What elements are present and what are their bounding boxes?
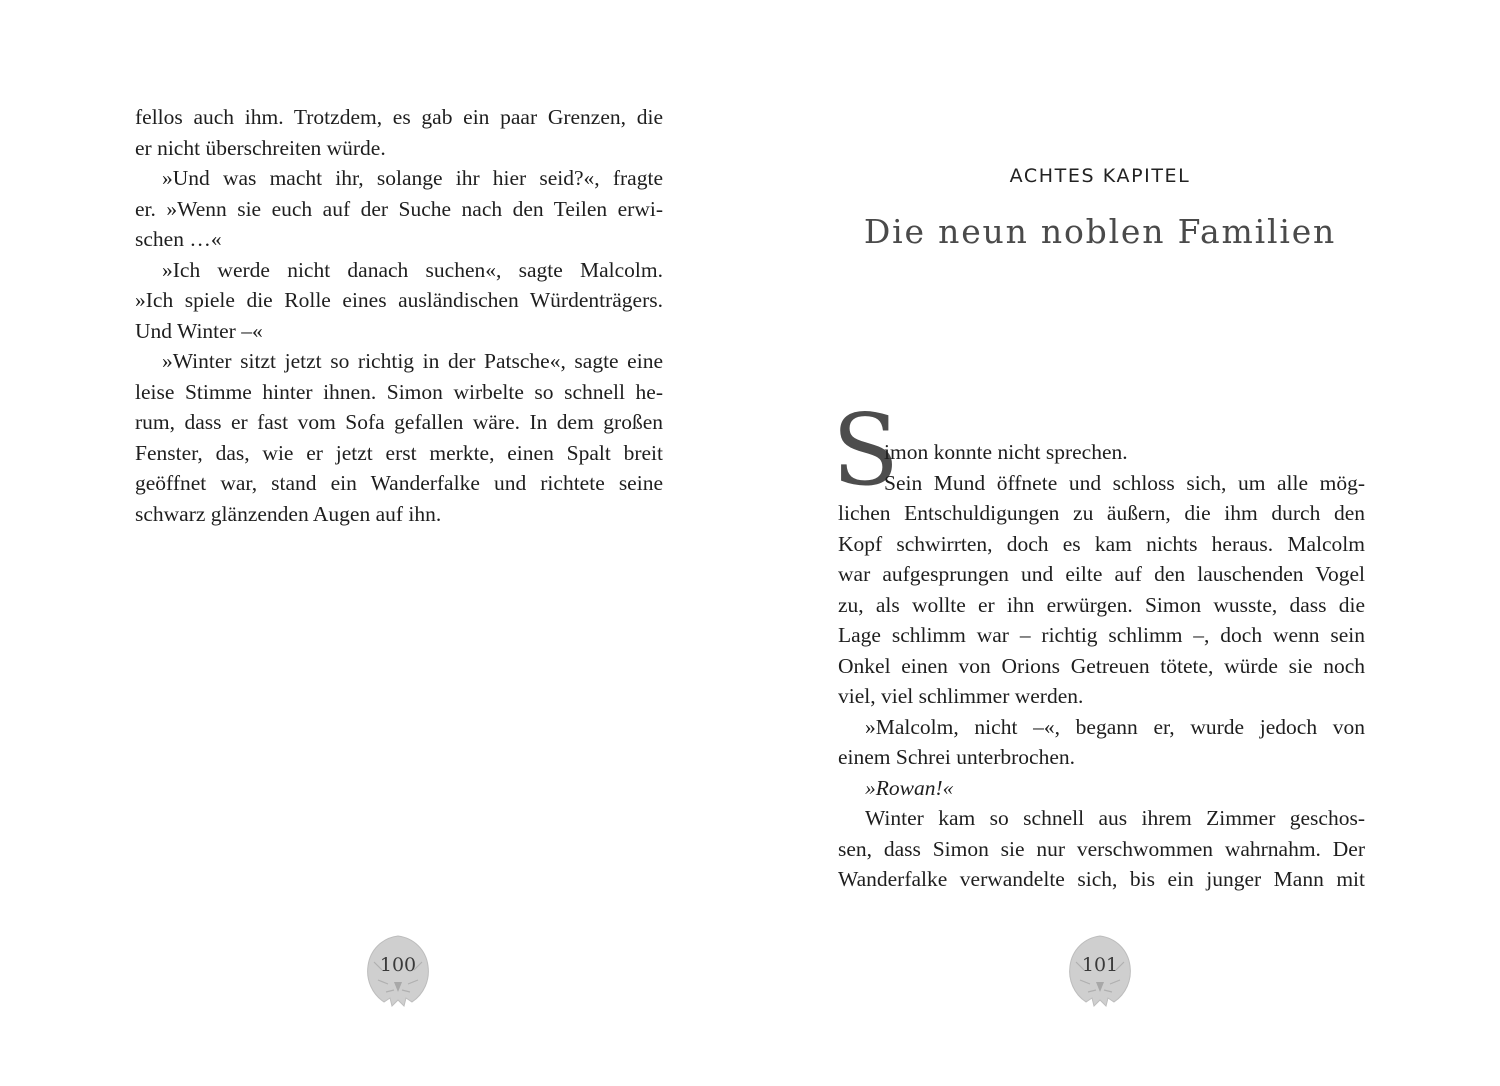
text-line: »Ich spiele die Rolle eines ausländischen Würdenträgers. <box>135 288 663 312</box>
text-line: er. »Wenn sie euch auf der Suche nach den Teilen erwi- <box>135 196 663 221</box>
text-line: imon konnte nicht sprechen. <box>884 440 1128 464</box>
drop-cap: S <box>832 394 900 508</box>
text-line: er nicht überschreiten würde. <box>135 135 386 160</box>
text-line: Winter kam so schnell aus ihrem Zimmer geschos- <box>865 806 1365 830</box>
text-line: Lage schlimm war – richtig schlimm –, doch wenn sein <box>838 623 1365 647</box>
text-line: Kopf schwirrten, doch es kam nichts heraus. Malcolm <box>838 531 1365 556</box>
text-line: sen, dass Simon sie nur verschwommen wahrnahm. Der <box>838 836 1365 861</box>
body-text <box>838 437 1365 895</box>
text-line: Wanderfalke verwandelte sich, bis ein junger Mann mit <box>838 867 1365 891</box>
text-line: Und Winter –« <box>135 318 263 343</box>
text-line: Sein Mund öffnete und schloss sich, um alle mög- <box>884 470 1365 495</box>
text-line: viel, viel schlimmer werden. <box>838 684 1084 708</box>
text-line: »Malcolm, nicht –«, begann er, wurde jedoch von <box>865 714 1365 739</box>
text-line: Onkel einen von Orions Getreuen tötete, würde sie noch <box>838 653 1365 678</box>
text-line: lichen Entschuldigungen zu äußern, die ihm durch den <box>838 501 1365 525</box>
page-number-folio <box>358 932 438 1012</box>
text-line: schen …« <box>135 227 222 251</box>
text-line: zu, als wollte er ihn erwürgen. Simon wusste, dass die <box>838 592 1365 617</box>
text-line: einem Schrei unterbrochen. <box>838 745 1076 769</box>
text-line: leise Stimme hinter ihnen. Simon wirbelte so schnell he- <box>135 379 663 404</box>
text-line: war aufgesprungen und eilte auf den lauschenden Vogel <box>838 562 1365 586</box>
text-line: »Rowan!« <box>865 775 954 800</box>
text-line: »Ich werde nicht danach suchen«, sagte Malcolm. <box>162 257 663 282</box>
right-page <box>750 0 1500 1086</box>
text-line: »Und was macht ihr, solange ihr hier seid?«, fragte <box>162 166 663 190</box>
page-number: 100 <box>379 954 417 976</box>
text-line: »Winter sitzt jetzt so richtig in der Patsche«, sagte eine <box>162 349 663 373</box>
chapter-label: ACHTES KAPITEL <box>1009 165 1191 187</box>
text-line: schwarz glänzenden Augen auf ihn. <box>135 501 442 526</box>
body-text <box>135 102 663 529</box>
text-line: geöffnet war, stand ein Wanderfalke und richtete seine <box>135 471 663 495</box>
text-line: Fenster, das, wie er jetzt erst merkte, einen Spalt breit <box>135 440 663 465</box>
page-number-folio <box>1060 932 1140 1012</box>
chapter-title: Die neun noblen Familien <box>863 212 1337 251</box>
text-line: rum, dass er fast vom Sofa gefallen wäre. In dem großen <box>135 410 663 434</box>
text-line: fellos auch ihm. Trotzdem, es gab ein paar Grenzen, die <box>135 105 663 129</box>
page-number: 101 <box>1081 954 1119 976</box>
